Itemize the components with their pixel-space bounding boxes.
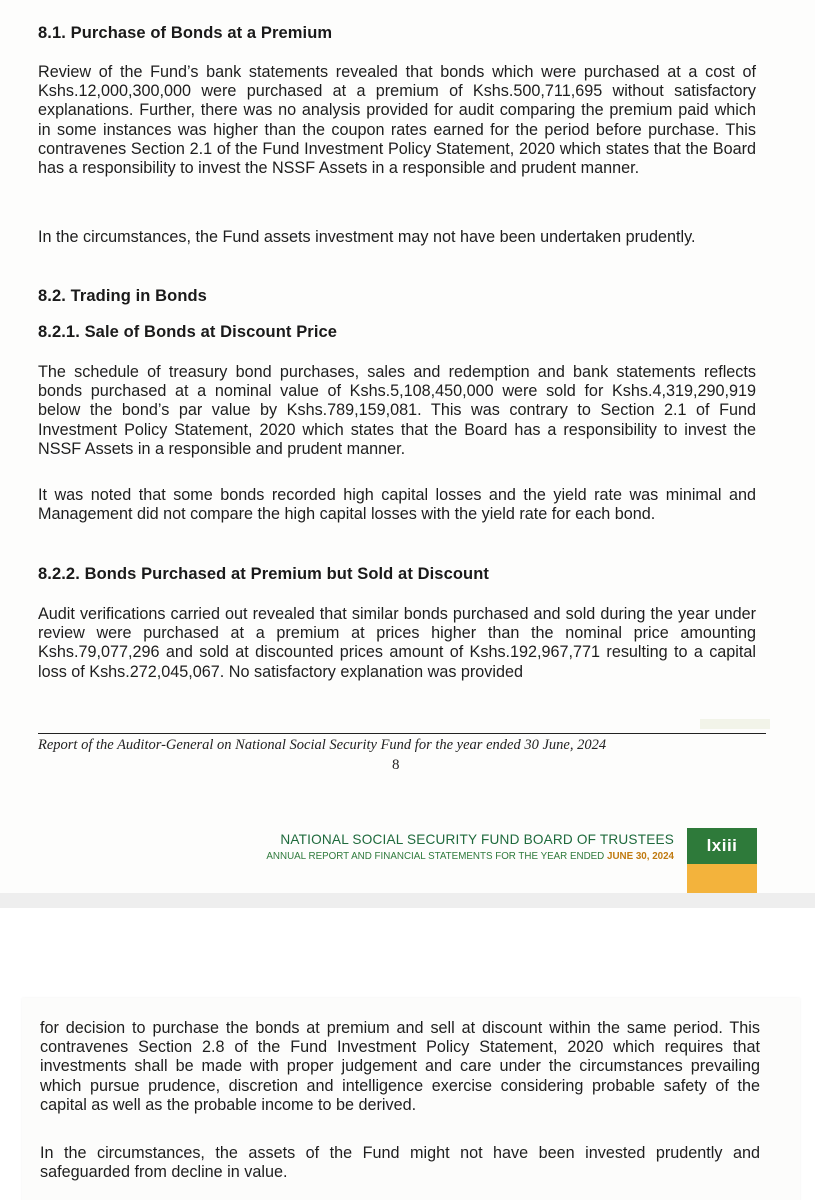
footer-page-number: 8 [392, 757, 400, 773]
section-8-2-1-paragraph-1: The schedule of treasury bond purchases, sales and redemption and bank statements reflects bonds purchased at a nominal value of Kshs.5,108,450,000 were sold for Kshs.4,319,290,919 below the bond’s par value by Kshs.789,159,081. This was contrary to Section 2.1 of Fund Investment Policy Statement, 2020 which states that the Board has a responsibility to invest the NSSF Assets in a responsible and prudent manner. [38, 363, 756, 458]
section-8-2-2-paragraph-1: Audit verifications carried out revealed that similar bonds purchased and sold during the year under review were purchased at a premium at prices higher than the nominal price amounting Kshs.79,077,296 and sold at discounted prices amount of Kshs.192,967,771 resulting to a capital loss of Kshs.272,045,067. No satisfactory explanation was provided [38, 605, 756, 681]
page-badge [687, 828, 757, 893]
nssf-board-title: NATIONAL SOCIAL SECURITY FUND BOARD OF TRUSTEES [280, 832, 674, 847]
page-separator [0, 893, 815, 908]
section-8-2-1-heading: 8.2.1. Sale of Bonds at Discount Price [38, 323, 338, 341]
document-page-2 [0, 908, 815, 1200]
annual-report-subtitle [266, 851, 674, 862]
section-8-1-heading: 8.1. Purchase of Bonds at a Premium [38, 24, 333, 42]
section-8-2-2-heading: 8.2.2. Bonds Purchased at Premium but Sold at Discount [38, 565, 489, 583]
annual-report-date: JUNE 30, 2024 [607, 851, 674, 862]
scan-artifact [700, 719, 770, 729]
annual-report-subtitle-text: ANNUAL REPORT AND FINANCIAL STATEMENTS FOR THE YEAR ENDED [266, 851, 605, 862]
footer-report-title: Report of the Auditor-General on National Social Security Fund for the year ended 30 June, 2024 [38, 737, 607, 753]
section-8-2-1-paragraph-2: It was noted that some bonds recorded high capital losses and the yield rate was minimal and Management did not compare the high capital losses with the yield rate for each bond. [38, 486, 756, 524]
badge-gold-block [687, 864, 757, 893]
section-8-2-heading: 8.2. Trading in Bonds [38, 287, 207, 305]
page-roman-numeral: lxiii [687, 828, 757, 864]
continuation-paragraph-2: In the circumstances, the assets of the Fund might not have been invested prudently and safeguarded from decline in value. [40, 1144, 760, 1182]
footer-divider [38, 733, 766, 734]
section-8-1-paragraph-2: In the circumstances, the Fund assets investment may not have been undertaken prudently. [38, 228, 696, 246]
section-8-1-paragraph-1: Review of the Fund’s bank statements revealed that bonds which were purchased at a cost of Kshs.12,000,300,000 were purchased at a premium of Kshs.500,711,695 without satisfactory explanations. Further, there was no analysis provided for audit comparing the premium paid which in some instances was higher than the coupon rates earned for the period before purchase. This contravenes Section 2.1 of the Fund Investment Policy Statement, 2020 which states that the Board has a responsibility to invest the NSSF Assets in a responsible and prudent manner. [38, 63, 756, 178]
continuation-paragraph-1: for decision to purchase the bonds at premium and sell at discount within the same period. This contravenes Section 2.8 of the Fund Investment Policy Statement, 2020 which requires that investments shall be made with proper judgement and care under the circumstances prevailing which pursue prudence, discretion and intelligence exercise considering probable safety of the capital as well as the probable income to be derived. [40, 1019, 760, 1114]
